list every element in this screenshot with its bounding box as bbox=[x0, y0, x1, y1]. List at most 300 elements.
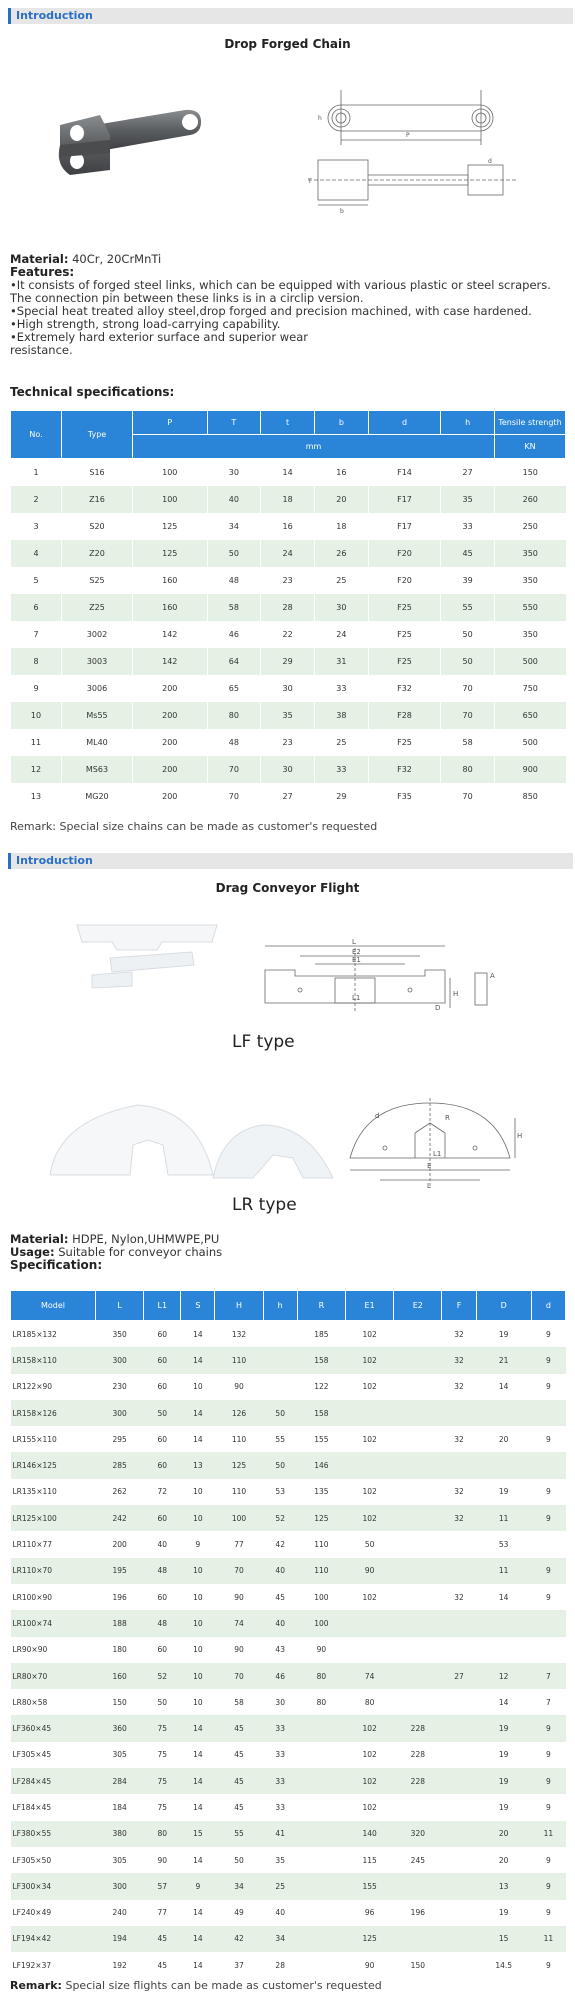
table-cell: 3003 bbox=[62, 648, 133, 675]
table-cell: 320 bbox=[394, 1821, 442, 1847]
table-cell: 33 bbox=[315, 675, 369, 702]
table-row bbox=[11, 1452, 566, 1478]
table-cell: 23 bbox=[261, 567, 315, 594]
table-cell: 39 bbox=[441, 567, 495, 594]
table-cell: 19 bbox=[476, 1742, 531, 1768]
table-cell: 284 bbox=[96, 1768, 144, 1794]
table-cell: 750 bbox=[495, 675, 566, 702]
table-cell: 74 bbox=[345, 1663, 393, 1689]
feature-line: The connection pin between these links is in a circlip version. bbox=[10, 291, 364, 305]
table-cell: 200 bbox=[133, 783, 208, 810]
table-cell: F32 bbox=[368, 675, 440, 702]
table-row bbox=[11, 648, 566, 675]
table-cell: 32 bbox=[442, 1321, 476, 1348]
table-cell: 14 bbox=[476, 1374, 531, 1400]
remark-label: Remark: bbox=[10, 1979, 62, 1992]
table-cell: MG20 bbox=[62, 783, 133, 810]
table-cell: 55 bbox=[441, 594, 495, 621]
table-cell: 33 bbox=[441, 513, 495, 540]
table-cell: 70 bbox=[207, 783, 261, 810]
table-cell: LR80×58 bbox=[11, 1689, 96, 1715]
table-cell bbox=[394, 1400, 442, 1426]
lf-label-e1: E1 bbox=[352, 956, 361, 964]
table-cell: 29 bbox=[261, 648, 315, 675]
table-cell: 13 bbox=[476, 1873, 531, 1899]
table-row bbox=[11, 1400, 566, 1426]
table-cell: 14 bbox=[181, 1926, 215, 1952]
table-cell: 14 bbox=[181, 1768, 215, 1794]
table-cell: 22 bbox=[261, 621, 315, 648]
table-cell: LR110×70 bbox=[11, 1558, 96, 1584]
table-cell: 100 bbox=[297, 1610, 345, 1636]
table-cell: 23 bbox=[261, 729, 315, 756]
table-cell: 70 bbox=[207, 756, 261, 783]
table-cell: 50 bbox=[144, 1400, 181, 1426]
table-cell: 70 bbox=[215, 1558, 263, 1584]
table-cell: 9 bbox=[181, 1531, 215, 1557]
table-cell: F17 bbox=[368, 486, 440, 513]
table-cell: 192 bbox=[96, 1952, 144, 1978]
table-cell: 90 bbox=[144, 1847, 181, 1873]
table-cell: S25 bbox=[62, 567, 133, 594]
col-header: H bbox=[215, 1291, 263, 1321]
table-cell: Z20 bbox=[62, 540, 133, 567]
table-cell: 14 bbox=[181, 1952, 215, 1978]
table-row bbox=[11, 1558, 566, 1584]
table-cell: 14 bbox=[181, 1742, 215, 1768]
col-header: S bbox=[181, 1291, 215, 1321]
table-row bbox=[11, 567, 566, 594]
flight-remark bbox=[10, 1979, 382, 1992]
tech-spec-heading: Technical specifications: bbox=[10, 385, 175, 399]
table-cell: 80 bbox=[345, 1689, 393, 1715]
col-header: L1 bbox=[144, 1291, 181, 1321]
table-cell: 125 bbox=[215, 1452, 263, 1478]
table-row bbox=[11, 1637, 566, 1663]
table-row bbox=[11, 1321, 566, 1348]
table-cell: 900 bbox=[495, 756, 566, 783]
table-cell: 90 bbox=[345, 1952, 393, 1978]
table-cell: 9 bbox=[531, 1794, 565, 1820]
table-cell bbox=[442, 1926, 476, 1952]
table-cell: 29 bbox=[315, 783, 369, 810]
table-cell: 122 bbox=[297, 1374, 345, 1400]
table-row bbox=[11, 1347, 566, 1373]
table-cell bbox=[531, 1610, 565, 1636]
lf-technical-drawing bbox=[260, 938, 560, 1018]
col-header: T bbox=[207, 411, 261, 435]
table-row bbox=[11, 1794, 566, 1820]
lf-label-l1: L1 bbox=[352, 994, 361, 1002]
table-cell: LR125×100 bbox=[11, 1505, 96, 1531]
table-cell: F35 bbox=[368, 783, 440, 810]
table-row bbox=[11, 1900, 566, 1926]
lr-label-e: E bbox=[427, 1162, 432, 1170]
table-cell: 24 bbox=[261, 540, 315, 567]
feature-line: •High strength, strong load-carrying capability. bbox=[10, 317, 281, 331]
table-cell: 9 bbox=[531, 1742, 565, 1768]
table-cell: 228 bbox=[394, 1768, 442, 1794]
table-cell: Z25 bbox=[62, 594, 133, 621]
table-cell: 10 bbox=[181, 1584, 215, 1610]
table-cell: 70 bbox=[215, 1663, 263, 1689]
table-cell bbox=[442, 1768, 476, 1794]
table-row bbox=[11, 1479, 566, 1505]
col-header: F bbox=[442, 1291, 476, 1321]
table-cell: 102 bbox=[345, 1347, 393, 1373]
table-cell: 50 bbox=[441, 648, 495, 675]
table-cell: 142 bbox=[133, 648, 208, 675]
table-cell: 33 bbox=[315, 756, 369, 783]
table-cell: 10 bbox=[181, 1610, 215, 1636]
usage-label: Usage: bbox=[10, 1245, 55, 1259]
table-cell: 1 bbox=[11, 459, 62, 487]
col-header: b bbox=[315, 411, 369, 435]
table-cell: 230 bbox=[96, 1374, 144, 1400]
table-cell: 48 bbox=[144, 1610, 181, 1636]
table-cell bbox=[531, 1637, 565, 1663]
table-cell: 9 bbox=[531, 1347, 565, 1373]
table-cell: 35 bbox=[441, 486, 495, 513]
table-cell: 9 bbox=[531, 1584, 565, 1610]
table-cell: 15 bbox=[476, 1926, 531, 1952]
feature-line: •Special heat treated alloy steel,drop forged and precision machined, with case hardened. bbox=[10, 304, 532, 318]
feature-line: •Extremely hard exterior surface and superior wear bbox=[10, 330, 308, 344]
table-cell: 75 bbox=[144, 1794, 181, 1820]
chain-link-photo bbox=[55, 95, 205, 195]
table-cell: LR100×90 bbox=[11, 1584, 96, 1610]
table-cell: 160 bbox=[133, 594, 208, 621]
table-cell: 10 bbox=[181, 1374, 215, 1400]
table-row bbox=[11, 1584, 566, 1610]
col-header: E1 bbox=[345, 1291, 393, 1321]
table-cell: 305 bbox=[96, 1742, 144, 1768]
table-cell: 27 bbox=[261, 783, 315, 810]
table-row bbox=[11, 729, 566, 756]
table-cell: 33 bbox=[263, 1742, 297, 1768]
table-cell: 45 bbox=[215, 1768, 263, 1794]
table-cell: 110 bbox=[215, 1479, 263, 1505]
lr-label-h: H bbox=[517, 1132, 523, 1140]
table-cell bbox=[442, 1531, 476, 1557]
table-cell: 45 bbox=[144, 1926, 181, 1952]
chain-remark: Remark: Special size chains can be made as customer's requested bbox=[10, 820, 378, 833]
table-cell: 14 bbox=[181, 1426, 215, 1452]
svg-text:d: d bbox=[488, 158, 492, 165]
table-cell: 45 bbox=[144, 1952, 181, 1978]
table-cell: 64 bbox=[207, 648, 261, 675]
material-value: 40Cr, 20CrMnTi bbox=[72, 252, 162, 266]
table-cell: 550 bbox=[495, 594, 566, 621]
table-cell: 18 bbox=[261, 486, 315, 513]
table-cell: 7 bbox=[11, 621, 62, 648]
table-cell: 70 bbox=[441, 702, 495, 729]
table-cell: 155 bbox=[297, 1426, 345, 1452]
table-cell: 110 bbox=[215, 1426, 263, 1452]
table-cell: 100 bbox=[215, 1505, 263, 1531]
table-cell bbox=[394, 1873, 442, 1899]
table-cell: 11 bbox=[476, 1558, 531, 1584]
table-cell bbox=[442, 1558, 476, 1584]
table-cell: 58 bbox=[441, 729, 495, 756]
table-cell bbox=[442, 1952, 476, 1978]
table-cell: F20 bbox=[368, 540, 440, 567]
svg-text:T: T bbox=[308, 178, 312, 185]
table-cell: 25 bbox=[315, 567, 369, 594]
table-cell: 46 bbox=[207, 621, 261, 648]
table-cell: 40 bbox=[207, 486, 261, 513]
lf-label-e2: E2 bbox=[352, 948, 361, 956]
table-cell: 125 bbox=[297, 1505, 345, 1531]
section1-description bbox=[10, 253, 565, 357]
table-cell bbox=[531, 1400, 565, 1426]
table-cell: F14 bbox=[368, 459, 440, 487]
material-label: Material: bbox=[10, 252, 69, 266]
table-cell bbox=[394, 1479, 442, 1505]
table-cell: 72 bbox=[144, 1479, 181, 1505]
table-cell: 285 bbox=[96, 1452, 144, 1478]
table-row bbox=[11, 1689, 566, 1715]
table-cell: 125 bbox=[345, 1926, 393, 1952]
lf-flight-photo bbox=[72, 920, 222, 1000]
table-cell: 90 bbox=[345, 1558, 393, 1584]
table-cell: 180 bbox=[96, 1637, 144, 1663]
table-cell: 75 bbox=[144, 1742, 181, 1768]
table-cell: 50 bbox=[207, 540, 261, 567]
table-row bbox=[11, 1663, 566, 1689]
table-cell: 45 bbox=[215, 1742, 263, 1768]
table-cell: 10 bbox=[181, 1637, 215, 1663]
table-cell: 262 bbox=[96, 1479, 144, 1505]
table-cell bbox=[394, 1531, 442, 1557]
table-cell: 33 bbox=[263, 1715, 297, 1741]
table-cell: 228 bbox=[394, 1742, 442, 1768]
table-cell: 196 bbox=[96, 1584, 144, 1610]
table-cell: 11 bbox=[531, 1926, 565, 1952]
table-cell: 260 bbox=[495, 486, 566, 513]
table-cell: 14 bbox=[181, 1847, 215, 1873]
table-cell bbox=[263, 1321, 297, 1348]
table-cell: 102 bbox=[345, 1794, 393, 1820]
table-cell: 25 bbox=[315, 729, 369, 756]
table-cell: 32 bbox=[442, 1584, 476, 1610]
table-cell: 184 bbox=[96, 1794, 144, 1820]
table-cell: 140 bbox=[345, 1821, 393, 1847]
table-cell bbox=[394, 1374, 442, 1400]
table-cell: 42 bbox=[263, 1531, 297, 1557]
lf-label-l: L bbox=[352, 938, 356, 946]
table-cell: MS63 bbox=[62, 756, 133, 783]
table-row bbox=[11, 513, 566, 540]
table-cell: 9 bbox=[11, 675, 62, 702]
table-cell: 102 bbox=[345, 1768, 393, 1794]
svg-text:h: h bbox=[318, 115, 322, 122]
table-row bbox=[11, 1742, 566, 1768]
table-cell bbox=[442, 1794, 476, 1820]
table-cell: 11 bbox=[11, 729, 62, 756]
flight-spec-table bbox=[10, 1290, 566, 1978]
table-cell: 80 bbox=[207, 702, 261, 729]
table-cell: 80 bbox=[441, 756, 495, 783]
table-cell bbox=[394, 1321, 442, 1348]
table-cell: Z16 bbox=[62, 486, 133, 513]
table-cell bbox=[394, 1689, 442, 1715]
table-cell: 200 bbox=[133, 729, 208, 756]
usage-value: Suitable for conveyor chains bbox=[58, 1245, 223, 1259]
table-row bbox=[11, 621, 566, 648]
table-cell bbox=[476, 1400, 531, 1426]
table-row bbox=[11, 1374, 566, 1400]
table-cell: 58 bbox=[215, 1689, 263, 1715]
table-cell: 100 bbox=[297, 1584, 345, 1610]
table-cell: LR155×110 bbox=[11, 1426, 96, 1452]
table-cell: Ms55 bbox=[62, 702, 133, 729]
table-cell: 53 bbox=[263, 1479, 297, 1505]
lf-type-caption: LF type bbox=[232, 1032, 295, 1052]
table-cell: 16 bbox=[261, 513, 315, 540]
table-cell: 35 bbox=[263, 1847, 297, 1873]
table-cell: 102 bbox=[345, 1426, 393, 1452]
section2-description bbox=[10, 1233, 565, 1272]
table-cell: 102 bbox=[345, 1505, 393, 1531]
table-cell: 32 bbox=[442, 1426, 476, 1452]
section-bar-label: Introduction bbox=[16, 9, 93, 22]
table-cell: 60 bbox=[144, 1374, 181, 1400]
lr-label-l: L bbox=[427, 1182, 431, 1190]
table-cell bbox=[394, 1584, 442, 1610]
col-header: L bbox=[96, 1291, 144, 1321]
table-cell: 11 bbox=[476, 1505, 531, 1531]
table-cell: 9 bbox=[531, 1873, 565, 1899]
table-row bbox=[11, 486, 566, 513]
table-cell bbox=[345, 1452, 393, 1478]
table-cell: LF360×45 bbox=[11, 1715, 96, 1741]
table-cell: 30 bbox=[261, 675, 315, 702]
table-cell: 24 bbox=[315, 621, 369, 648]
table-cell: LR158×110 bbox=[11, 1347, 96, 1373]
table-cell: 9 bbox=[531, 1374, 565, 1400]
table-cell: 21 bbox=[476, 1347, 531, 1373]
table-cell: 9 bbox=[531, 1715, 565, 1741]
table-cell: LF240×49 bbox=[11, 1900, 96, 1926]
table-cell bbox=[442, 1689, 476, 1715]
table-cell bbox=[297, 1952, 345, 1978]
table-cell: 300 bbox=[96, 1873, 144, 1899]
table-cell: 40 bbox=[263, 1610, 297, 1636]
table-cell: 33 bbox=[263, 1768, 297, 1794]
table-cell: LF284×45 bbox=[11, 1768, 96, 1794]
table-cell: LF305×45 bbox=[11, 1742, 96, 1768]
table-cell: 194 bbox=[96, 1926, 144, 1952]
table-row bbox=[11, 1768, 566, 1794]
lr-label-d: d bbox=[375, 1112, 380, 1120]
lr-type-caption: LR type bbox=[232, 1195, 297, 1215]
table-cell: 50 bbox=[144, 1689, 181, 1715]
chain-technical-drawing bbox=[288, 85, 558, 215]
table-cell: 52 bbox=[144, 1663, 181, 1689]
table-cell: LR110×77 bbox=[11, 1531, 96, 1557]
table-cell bbox=[394, 1347, 442, 1373]
table-cell: 19 bbox=[476, 1479, 531, 1505]
lf-label-a: A bbox=[490, 972, 495, 980]
table-cell: 350 bbox=[96, 1321, 144, 1348]
table-cell: 4 bbox=[11, 540, 62, 567]
table-row bbox=[11, 783, 566, 810]
table-cell: 7 bbox=[531, 1663, 565, 1689]
table-cell: 90 bbox=[297, 1637, 345, 1663]
table-cell bbox=[442, 1742, 476, 1768]
table-cell bbox=[531, 1452, 565, 1478]
table-cell bbox=[476, 1452, 531, 1478]
table-cell: LR158×126 bbox=[11, 1400, 96, 1426]
table-cell: 295 bbox=[96, 1426, 144, 1452]
lr-label-r: R bbox=[445, 1114, 450, 1122]
table-cell: 60 bbox=[144, 1321, 181, 1348]
table-cell: 33 bbox=[263, 1794, 297, 1820]
table-cell: F32 bbox=[368, 756, 440, 783]
table-cell: 58 bbox=[207, 594, 261, 621]
table-cell: 50 bbox=[263, 1452, 297, 1478]
section-bar-introduction bbox=[8, 8, 573, 24]
table-cell: 100 bbox=[133, 486, 208, 513]
table-cell: 240 bbox=[96, 1900, 144, 1926]
table-cell: 14 bbox=[181, 1794, 215, 1820]
table-cell: 25 bbox=[263, 1873, 297, 1899]
table-cell: 52 bbox=[263, 1505, 297, 1531]
page-title-drop-forged-chain: Drop Forged Chain bbox=[224, 37, 351, 51]
table-row bbox=[11, 594, 566, 621]
table-cell: 10 bbox=[11, 702, 62, 729]
table-cell: 50 bbox=[441, 621, 495, 648]
table-cell: 245 bbox=[394, 1847, 442, 1873]
table-cell: 60 bbox=[144, 1637, 181, 1663]
table-cell: 96 bbox=[345, 1900, 393, 1926]
table-cell bbox=[297, 1794, 345, 1820]
table-cell: LF380×55 bbox=[11, 1821, 96, 1847]
specification-heading: Specification: bbox=[10, 1258, 103, 1272]
table-cell: 150 bbox=[495, 459, 566, 487]
table-cell: 20 bbox=[476, 1426, 531, 1452]
table-cell: 32 bbox=[442, 1374, 476, 1400]
table-cell: 34 bbox=[263, 1926, 297, 1952]
chain-spec-table bbox=[10, 410, 566, 810]
table-row bbox=[11, 1821, 566, 1847]
table-cell bbox=[394, 1663, 442, 1689]
section-bar-introduction-2 bbox=[8, 853, 573, 869]
table-cell: 45 bbox=[441, 540, 495, 567]
table-cell: 80 bbox=[144, 1821, 181, 1847]
table-cell: 300 bbox=[96, 1400, 144, 1426]
lr-technical-drawing bbox=[345, 1098, 525, 1190]
material-label: Material: bbox=[10, 1232, 69, 1246]
table-cell: 150 bbox=[96, 1689, 144, 1715]
table-cell: 135 bbox=[297, 1479, 345, 1505]
col-header: d bbox=[531, 1291, 565, 1321]
table-cell: LR185×132 bbox=[11, 1321, 96, 1348]
table-cell: 6 bbox=[11, 594, 62, 621]
table-cell: 102 bbox=[345, 1479, 393, 1505]
table-cell: LR80×70 bbox=[11, 1663, 96, 1689]
table-cell: F25 bbox=[368, 648, 440, 675]
table-cell: 2 bbox=[11, 486, 62, 513]
table-cell: 60 bbox=[144, 1452, 181, 1478]
table-cell: 200 bbox=[96, 1531, 144, 1557]
table-cell: 7 bbox=[531, 1689, 565, 1715]
table-cell: 102 bbox=[345, 1715, 393, 1741]
table-cell: 32 bbox=[442, 1479, 476, 1505]
material-value: HDPE, Nylon,UHMWPE,PU bbox=[72, 1232, 220, 1246]
table-cell: 250 bbox=[495, 513, 566, 540]
